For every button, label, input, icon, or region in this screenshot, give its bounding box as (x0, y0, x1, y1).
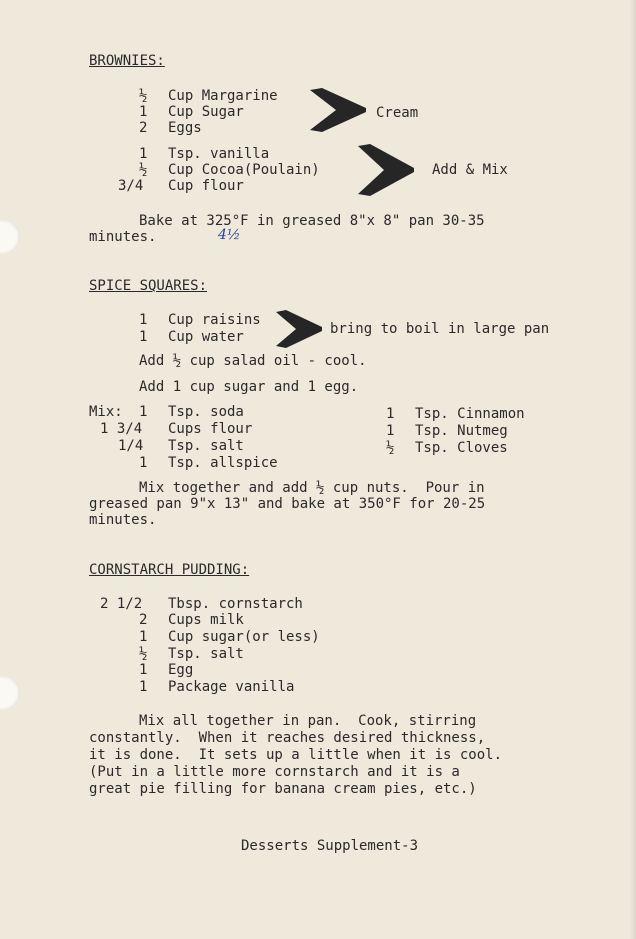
ingredient-item: Tsp. allspice (168, 455, 278, 471)
ingredient-qty: ½ (386, 440, 395, 456)
ingredient-qty: 1 (139, 404, 148, 420)
spice-squares-title: SPICE SQUARES: (89, 278, 208, 294)
pudding-instruction-line: Mix all together in pan. Cook, stirring (139, 713, 477, 729)
ingredient-item: Tsp. salt (168, 646, 244, 662)
grouping-arrow-icon (310, 88, 368, 132)
ingredient-item: Cups milk (168, 612, 244, 628)
ingredient-qty: 3/4 (118, 178, 144, 194)
ingredient-qty: 1 (139, 146, 148, 162)
ingredient-item: Egg (168, 662, 194, 678)
brownies-cream-note: Cream (376, 105, 419, 121)
page-footer: Desserts Supplement-3 (241, 838, 419, 854)
ingredient-qty: 1 (139, 662, 148, 678)
spice-step-sugar: Add 1 cup sugar and 1 egg. (139, 379, 359, 395)
ingredient-item: Tsp. soda (168, 404, 244, 420)
ingredient-qty: 1 3/4 (100, 421, 143, 437)
ingredient-item: Eggs (168, 120, 202, 136)
pudding-instruction-line: great pie filling for banana cream pies, etc.) (89, 781, 477, 797)
ingredient-qty: 1 (386, 423, 395, 439)
spice-instruction-line: greased pan 9"x 13" and bake at 350°F for 20-25 (89, 496, 486, 512)
brownies-bake-line: minutes. (89, 229, 157, 245)
ingredient-item: Package vanilla (168, 679, 295, 695)
ingredient-qty: 1 (139, 329, 148, 345)
pudding-instruction-line: it is done. It sets up a little when it is cool. (89, 747, 503, 763)
ingredient-item: Cup Sugar (168, 104, 244, 120)
ingredient-item: Tsp. Cinnamon (415, 406, 525, 422)
ingredient-item: Tbsp. cornstarch (168, 596, 303, 612)
ingredient-item: Cup water (168, 329, 244, 345)
ingredient-qty: ½ (139, 162, 148, 178)
spice-instruction-line: Mix together and add ½ cup nuts. Pour in (139, 480, 485, 496)
ingredient-item: Cup Cocoa(Poulain) (168, 162, 320, 178)
spice-instruction-line: minutes. (89, 512, 157, 528)
ingredient-qty: 1 (139, 104, 148, 120)
ingredient-qty: 1 (139, 312, 148, 328)
ingredient-qty: 1 (386, 406, 395, 422)
handwritten-note: 4½ (218, 227, 241, 243)
ingredient-qty: 2 (139, 612, 148, 628)
pudding-instruction-line: (Put in a little more cornstarch and it is a (89, 764, 460, 780)
ingredient-qty: 1 (139, 455, 148, 471)
brownies-add-mix-note: Add & Mix (432, 162, 508, 178)
ingredient-qty: 1 (139, 629, 148, 645)
cornstarch-pudding-title: CORNSTARCH PUDDING: (89, 562, 250, 578)
ingredient-qty: 1 (139, 679, 148, 695)
spice-boil-note: bring to boil in large pan (330, 321, 550, 337)
ingredient-item: Cups flour (168, 421, 253, 437)
spice-step-oil: Add ½ cup salad oil - cool. (139, 353, 367, 369)
mix-label: Mix: (89, 404, 123, 420)
binder-hole (0, 220, 20, 254)
ingredient-item: Tsp. vanilla (168, 146, 270, 162)
ingredient-item: Tsp. salt (168, 438, 244, 454)
ingredient-item: Cup sugar(or less) (168, 629, 320, 645)
ingredient-qty: 2 1/2 (100, 596, 143, 612)
ingredient-qty: ½ (139, 646, 148, 662)
grouping-arrow-icon (358, 144, 416, 196)
ingredient-qty: 1/4 (118, 438, 144, 454)
page-edge-shadow (630, 0, 636, 939)
brownies-title: BROWNIES: (89, 53, 165, 69)
ingredient-qty: ½ (139, 88, 148, 104)
binder-hole (0, 676, 20, 710)
ingredient-item: Tsp. Cloves (415, 440, 508, 456)
ingredient-qty: 2 (139, 120, 148, 136)
brownies-bake-line: Bake at 325°F in greased 8"x 8" pan 30-35 (139, 213, 485, 229)
ingredient-item: Cup flour (168, 178, 244, 194)
pudding-instruction-line: constantly. When it reaches desired thickness, (89, 730, 486, 746)
grouping-arrow-icon (276, 310, 324, 348)
ingredient-item: Cup Margarine (168, 88, 278, 104)
ingredient-item: Tsp. Nutmeg (415, 423, 508, 439)
ingredient-item: Cup raisins (168, 312, 261, 328)
